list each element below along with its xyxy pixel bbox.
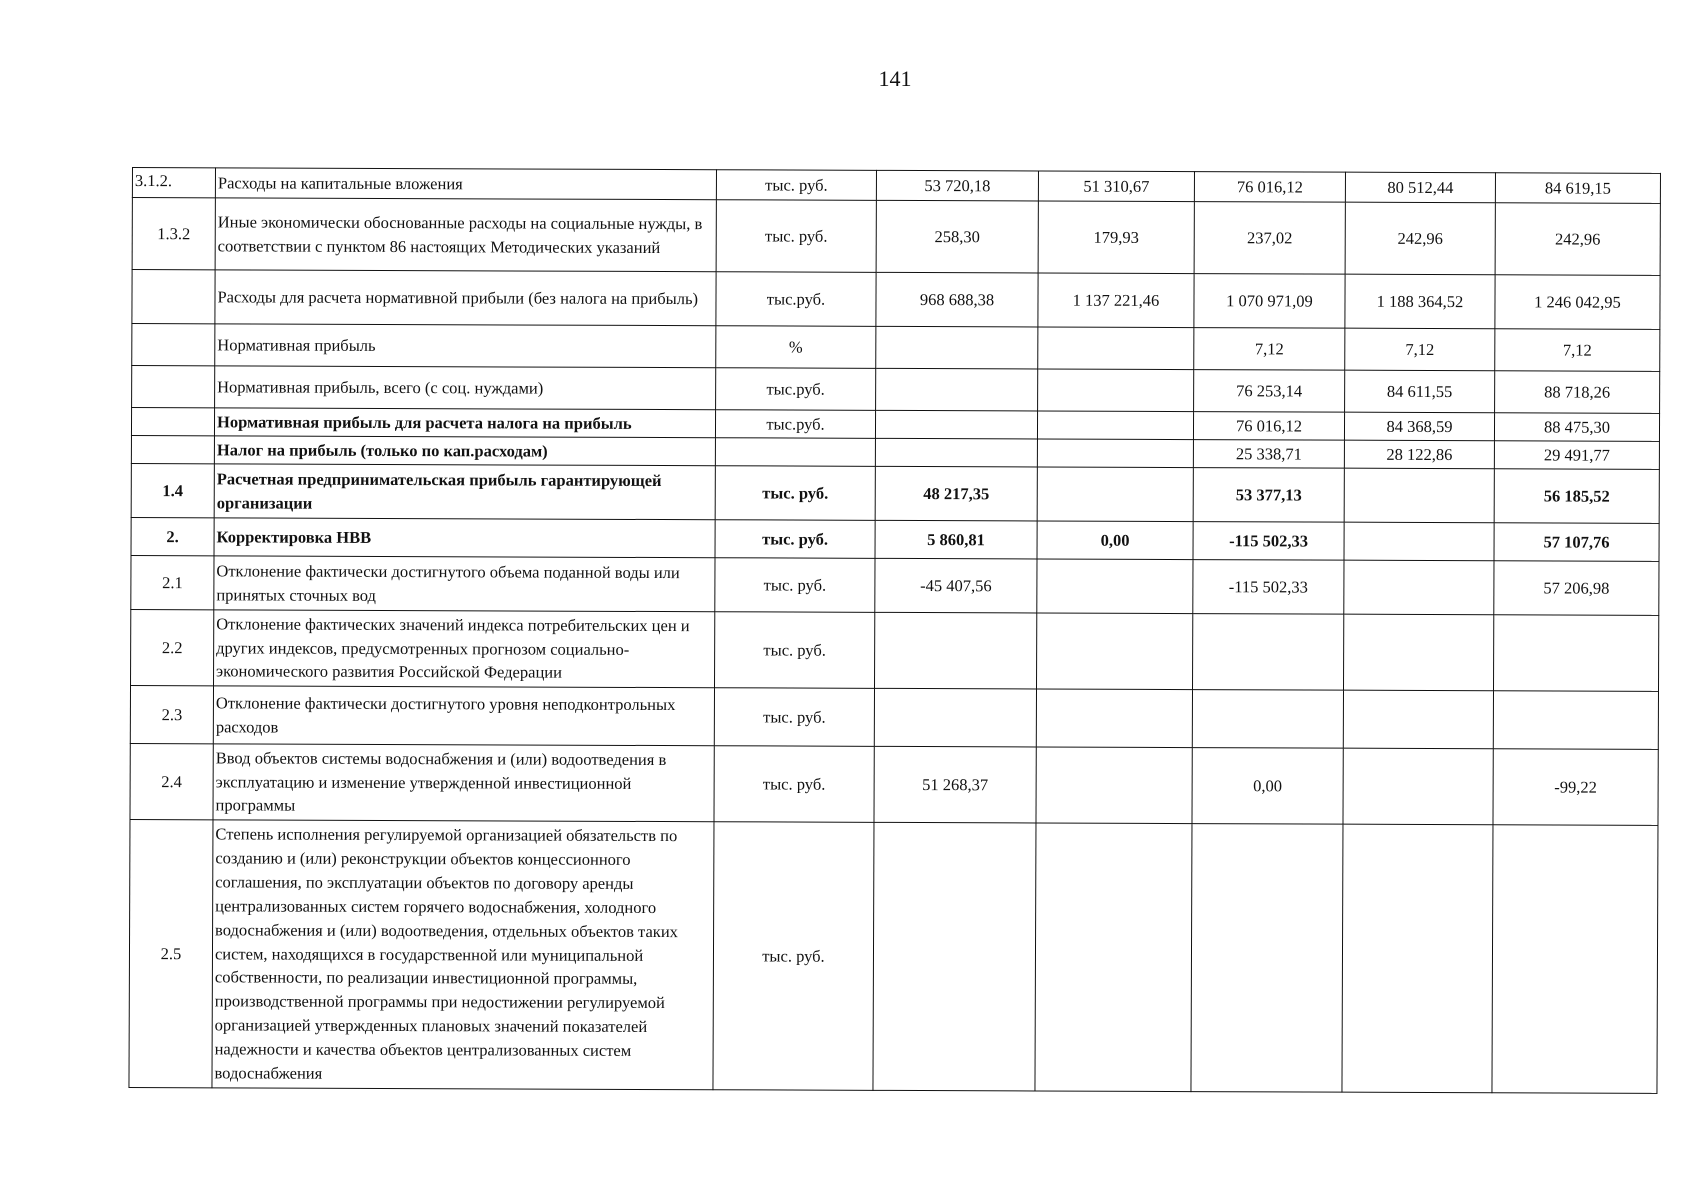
row-value-3 [1192, 690, 1343, 749]
table-row [131, 609, 1659, 691]
table-row [131, 555, 1659, 615]
row-value-2 [1035, 823, 1192, 1092]
row-name: Иные экономически обоснованные расходы на социальные нужды, в соответствии с пунктом 86 настоящих Методических указаний [215, 198, 716, 272]
row-value-4: 84 611,55 [1345, 370, 1495, 413]
page-number: 141 [878, 66, 912, 91]
row-value-3: 76 253,14 [1194, 370, 1345, 413]
row-value-1: 968 688,38 [876, 272, 1038, 327]
row-name: Налог на прибыль (только по кап.расходам) [214, 436, 715, 466]
table-row [132, 198, 1660, 276]
row-value-5: 7,12 [1495, 329, 1660, 372]
row-value-3: -115 502,33 [1193, 522, 1344, 561]
row-unit: тыс. руб. [715, 558, 875, 613]
row-value-4 [1344, 522, 1494, 561]
row-value-3: -115 502,33 [1193, 560, 1344, 615]
row-value-4 [1344, 468, 1494, 523]
row-value-1 [873, 822, 1036, 1091]
row-code: 1.3.2 [132, 198, 215, 270]
row-value-2 [1037, 613, 1193, 690]
row-value-2: 51 310,67 [1038, 171, 1194, 202]
table-row [129, 819, 1658, 1093]
row-value-3: 0,00 [1192, 748, 1343, 825]
row-unit: тыс. руб. [716, 200, 876, 273]
row-code [132, 366, 215, 408]
row-value-2: 179,93 [1038, 201, 1194, 274]
row-value-3 [1193, 614, 1344, 691]
row-name: Нормативная прибыль, всего (с соц. нуждами) [215, 366, 716, 410]
row-value-4: 28 122,86 [1344, 440, 1494, 469]
row-value-5: 29 491,77 [1494, 441, 1659, 470]
row-code: 1.4 [131, 463, 214, 517]
row-value-4: 1 188 364,52 [1345, 274, 1495, 329]
row-value-5: 1 246 042,95 [1495, 275, 1660, 330]
row-unit: % [716, 326, 876, 369]
table-row [131, 463, 1659, 523]
row-name: Ввод объектов системы водоснабжения и (или) водоотведения в эксплуатацию и изменение утвержденной инвестиционной программы [213, 744, 714, 822]
row-unit: тыс. руб. [714, 746, 874, 823]
row-name: Отклонение фактических значений индекса потребительских цен и других индексов, предусмотренных прогнозом социально-экономического развития Российской Федерации [214, 610, 715, 688]
data-table [128, 167, 1661, 1094]
row-unit: тыс.руб. [716, 368, 876, 411]
row-unit: тыс. руб. [715, 466, 875, 521]
row-value-5: -99,22 [1493, 749, 1658, 826]
row-value-4: 7,12 [1345, 328, 1495, 371]
row-name: Расходы на капитальные вложения [215, 168, 716, 200]
row-value-1 [876, 368, 1038, 411]
row-code: 2.3 [130, 685, 213, 743]
row-value-5: 56 185,52 [1494, 469, 1659, 524]
row-unit: тыс.руб. [716, 272, 876, 327]
row-unit: тыс. руб. [713, 822, 874, 1091]
row-unit: тыс. руб. [716, 170, 876, 201]
row-value-2 [1037, 467, 1193, 522]
row-unit: тыс. руб. [714, 688, 874, 747]
row-value-4 [1343, 690, 1493, 749]
row-value-2 [1037, 439, 1193, 468]
row-value-4 [1344, 560, 1494, 615]
table-row [130, 743, 1658, 825]
table-row [131, 517, 1659, 561]
row-value-3: 25 338,71 [1193, 440, 1344, 469]
row-value-2 [1038, 327, 1194, 370]
table-body [129, 168, 1661, 1094]
row-value-1 [874, 688, 1036, 747]
row-value-5: 88 475,30 [1494, 413, 1659, 442]
table-row [130, 685, 1658, 749]
row-value-3: 1 070 971,09 [1194, 274, 1345, 329]
row-code: 2.5 [129, 819, 213, 1087]
row-name: Степень исполнения регулируемой организацией обязательств по созданию и (или) реконструкции объектов концессионного соглашения, по эксплуатации объектов по договору аренды централизованных систем горячего водоснабжения, холодного водоснабжения и (или) водоотведения, отдельных объектов таких систем, находящихся в государственной или муниципальной собственности, по реализации инвестиционной программы, производственной программы при недостижении регулируемой организацией утвержденных плановых значений показателей надежности и качества объектов централизованных систем водоснабжения [212, 820, 714, 1090]
row-value-2: 1 137 221,46 [1038, 273, 1194, 328]
row-value-3: 237,02 [1194, 202, 1345, 275]
row-value-5 [1492, 825, 1658, 1094]
row-value-2 [1036, 689, 1192, 748]
row-value-4: 84 368,59 [1344, 412, 1494, 441]
row-value-5: 84 619,15 [1495, 173, 1660, 204]
row-unit [715, 438, 875, 467]
row-name: Расчетная предпринимательская прибыль гарантирующей организации [214, 464, 715, 520]
row-value-3 [1191, 824, 1343, 1093]
row-value-3: 7,12 [1194, 328, 1345, 371]
row-name: Нормативная прибыль [215, 324, 716, 368]
row-name: Расходы для расчета нормативной прибыли (без налога на прибыль) [215, 270, 716, 326]
row-unit: тыс. руб. [715, 520, 875, 559]
row-value-5: 242,96 [1495, 203, 1660, 276]
row-name: Отклонение фактически достигнутого объема поданной воды или принятых сточных вод [214, 556, 715, 612]
row-unit: тыс. руб. [715, 612, 875, 689]
row-value-5: 57 107,76 [1494, 523, 1659, 562]
row-code [132, 270, 215, 324]
row-value-2: 0,00 [1037, 521, 1193, 560]
row-code: 2. [131, 517, 214, 555]
row-value-2 [1036, 747, 1192, 824]
table-row [132, 324, 1660, 372]
row-code: 2.1 [131, 555, 214, 609]
row-value-5: 88 718,26 [1495, 371, 1660, 414]
row-value-5: 57 206,98 [1494, 561, 1659, 616]
row-value-1 [875, 612, 1037, 689]
row-value-1 [876, 326, 1038, 369]
row-code [131, 408, 214, 436]
row-name: Корректировка НВВ [214, 518, 715, 558]
row-value-2 [1037, 559, 1193, 614]
row-value-3: 76 016,12 [1193, 412, 1344, 441]
row-value-4: 242,96 [1345, 202, 1495, 275]
row-value-5 [1493, 615, 1658, 692]
row-value-1: 51 268,37 [874, 746, 1036, 823]
row-value-4 [1344, 614, 1494, 691]
row-value-4 [1342, 824, 1493, 1093]
row-code [132, 324, 215, 366]
row-value-4 [1343, 748, 1493, 825]
row-value-1: -45 407,56 [875, 558, 1037, 613]
row-value-3: 53 377,13 [1193, 468, 1344, 523]
row-code: 2.2 [131, 609, 214, 685]
row-code: 2.4 [130, 743, 213, 819]
row-value-1: 53 720,18 [876, 170, 1038, 201]
row-code [131, 435, 214, 463]
row-name: Отклонение фактически достигнутого уровня неподконтрольных расходов [213, 686, 714, 746]
row-value-1: 5 860,81 [875, 520, 1037, 559]
row-value-1: 48 217,35 [875, 466, 1037, 521]
row-value-4: 80 512,44 [1345, 172, 1495, 203]
row-unit: тыс.руб. [715, 410, 875, 439]
row-value-5 [1493, 691, 1658, 750]
row-value-1 [875, 438, 1037, 467]
table-row [132, 270, 1660, 330]
table-row [132, 366, 1660, 414]
row-value-1: 258,30 [876, 200, 1038, 273]
row-value-2 [1038, 369, 1194, 412]
row-code: 3.1.2. [132, 168, 215, 198]
row-name: Нормативная прибыль для расчета налога на прибыль [214, 408, 715, 438]
row-value-1 [875, 410, 1037, 439]
row-value-3: 76 016,12 [1194, 172, 1345, 203]
row-value-2 [1037, 411, 1193, 440]
